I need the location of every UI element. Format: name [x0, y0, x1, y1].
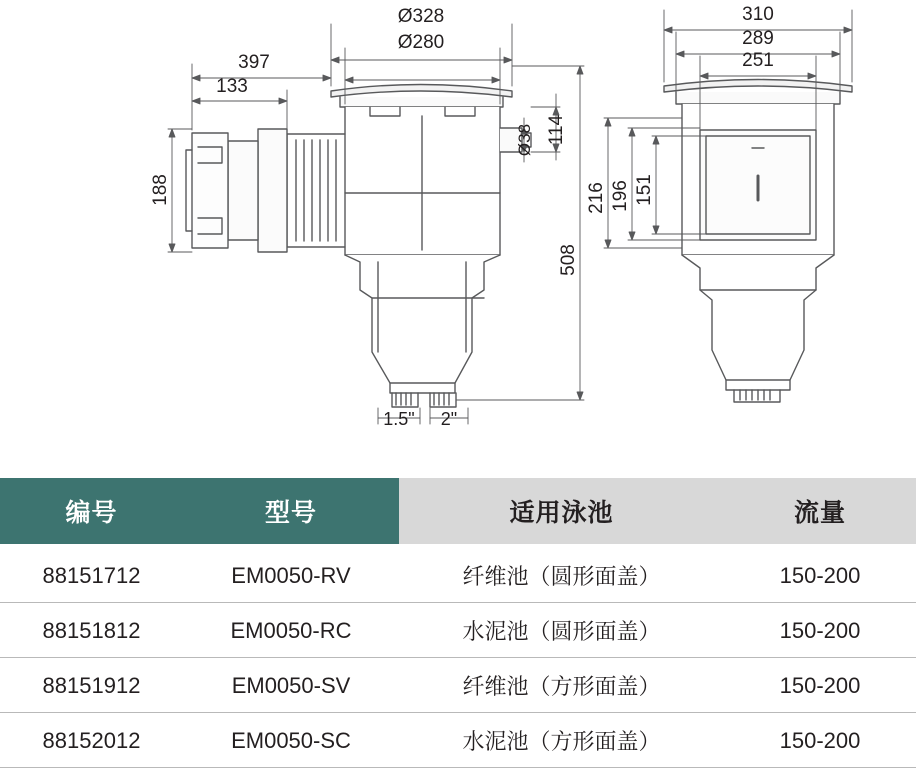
cell-flow: 150-200: [724, 603, 916, 658]
cell-pool-type: 水泥池（方形面盖）: [399, 713, 724, 768]
cell-code: 88152012: [0, 713, 183, 768]
dim-side-188: 188: [150, 174, 171, 206]
cell-pool-type: 纤维池（圆形面盖）: [399, 544, 724, 603]
dim-side-2in: 2": [440, 409, 458, 429]
cell-model: EM0050-RC: [183, 603, 399, 658]
cell-pool-type: 纤维池（方形面盖）: [399, 658, 724, 713]
cell-code: 88151912: [0, 658, 183, 713]
cell-model: EM0050-SC: [183, 713, 399, 768]
cell-flow: 150-200: [724, 544, 916, 603]
cell-pool-type: 水泥池（圆形面盖）: [399, 603, 724, 658]
dim-front-310: 310: [742, 4, 774, 25]
table-row: [0, 603, 916, 658]
cell-flow: 150-200: [724, 658, 916, 713]
dim-front-151: 151: [634, 174, 655, 206]
dim-front-289: 289: [742, 28, 774, 49]
dim-front-216: 216: [586, 182, 607, 214]
header-flow: 流量: [724, 478, 916, 544]
cell-model: EM0050-RV: [183, 544, 399, 603]
cell-flow: 150-200: [724, 713, 916, 768]
cell-code: 88151712: [0, 544, 183, 603]
table-row: [0, 658, 916, 713]
table-row: [0, 544, 916, 603]
dim-side-114: 114: [546, 114, 567, 146]
dim-front-196: 196: [610, 180, 631, 212]
table-row: [0, 713, 916, 768]
spec-table-wrapper: [0, 478, 916, 768]
dim-side-133: 133: [216, 76, 248, 97]
cell-model: EM0050-SV: [183, 658, 399, 713]
dim-side-508: 508: [558, 244, 579, 276]
dim-side-38: Ø38: [515, 123, 534, 157]
dim-front-251: 251: [742, 50, 774, 71]
header-pool-type: 适用泳池: [399, 478, 724, 544]
table-header-row: [0, 478, 916, 544]
dim-side-397: 397: [238, 52, 270, 73]
spec-table: [0, 478, 916, 768]
dim-side-328: Ø328: [397, 6, 445, 27]
dim-side-1-5in: 1.5": [383, 409, 415, 429]
side-view-geometry: [186, 85, 531, 408]
cell-code: 88151812: [0, 603, 183, 658]
header-model: 型号: [183, 478, 399, 544]
dim-side-280: Ø280: [397, 32, 445, 53]
header-code: 编号: [0, 478, 183, 544]
